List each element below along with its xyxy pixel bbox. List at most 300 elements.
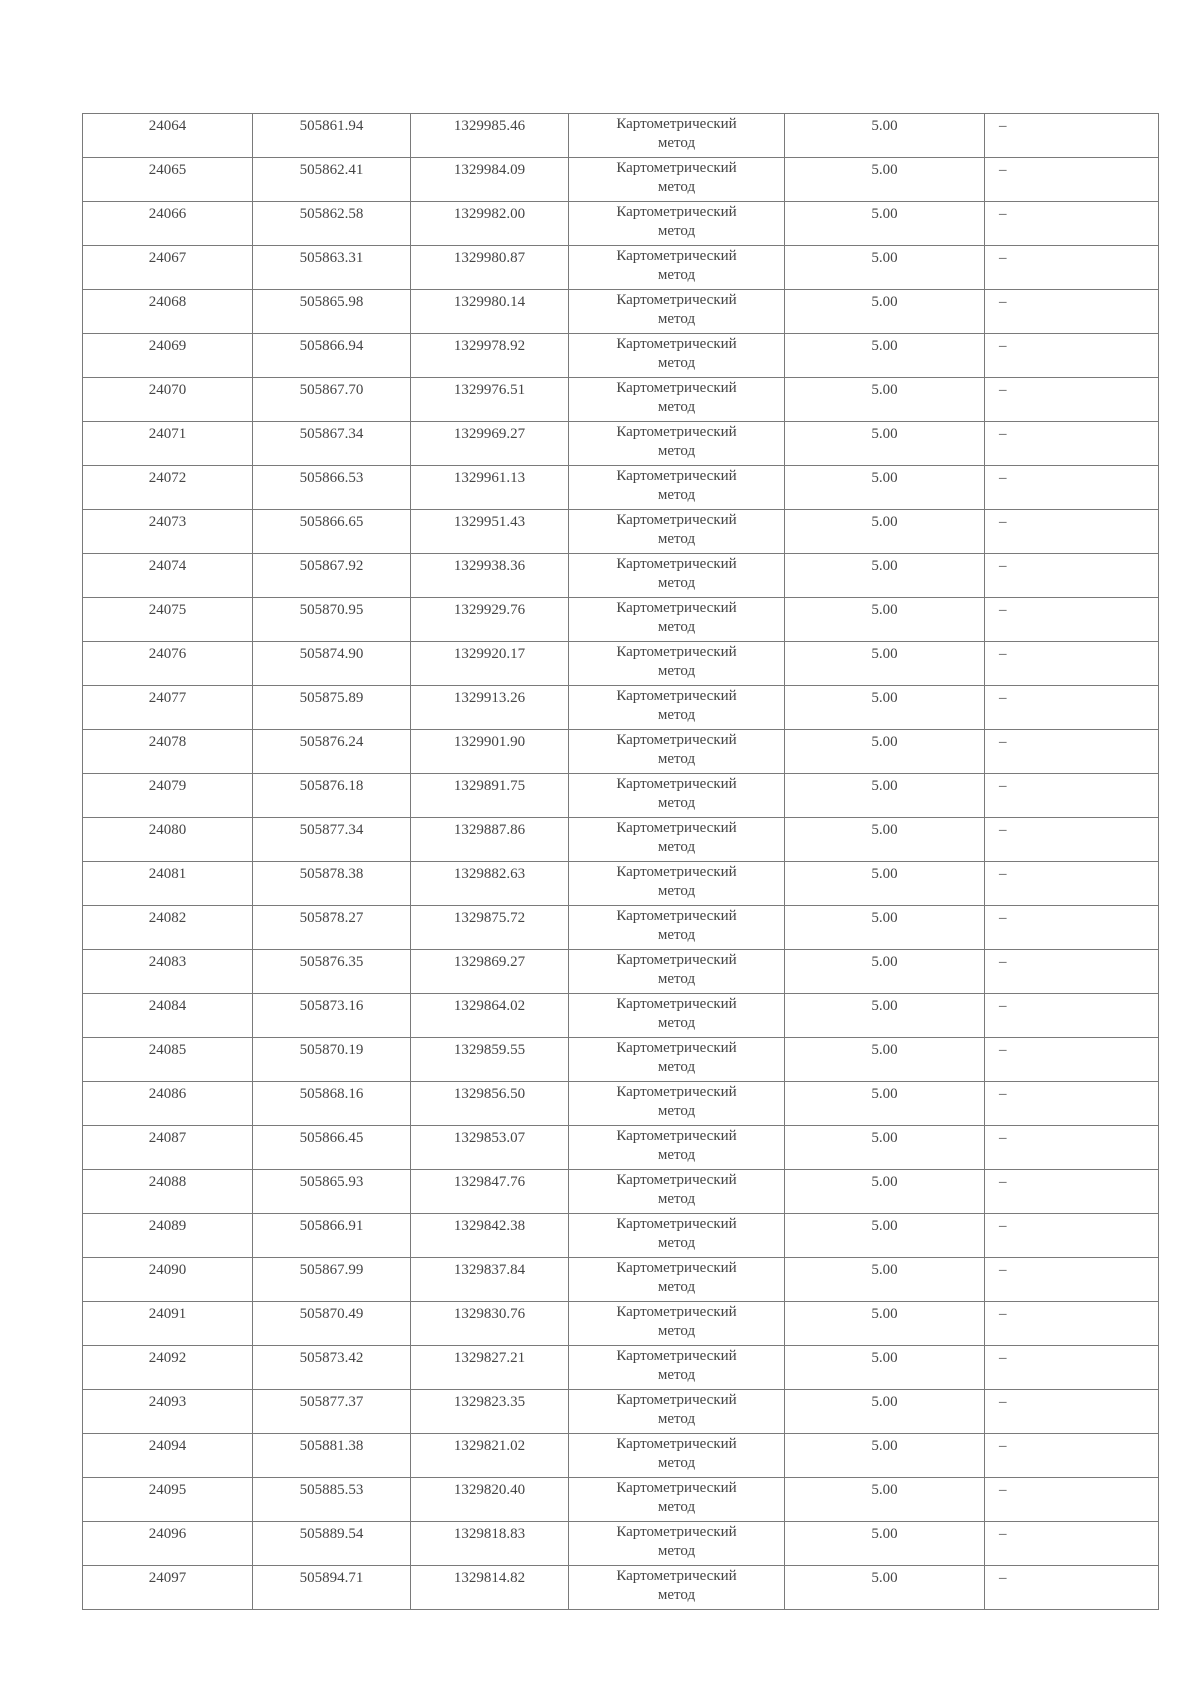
precision-cell: 5.00 — [785, 994, 985, 1038]
table-row — [83, 642, 1159, 686]
note-cell: – — [985, 290, 1159, 334]
note-cell: – — [985, 906, 1159, 950]
note-cell: – — [985, 1214, 1159, 1258]
precision-cell: 5.00 — [785, 1214, 985, 1258]
table-row — [83, 1390, 1159, 1434]
table-row — [83, 1434, 1159, 1478]
x-coordinate-cell: 505866.94 — [253, 334, 411, 378]
table-row — [83, 246, 1159, 290]
method-cell — [569, 598, 785, 642]
precision-cell: 5.00 — [785, 378, 985, 422]
point-number-cell: 24067 — [83, 246, 253, 290]
method-line-2: метод — [657, 751, 696, 767]
method-cell — [569, 774, 785, 818]
x-coordinate-cell: 505876.18 — [253, 774, 411, 818]
note-cell: – — [985, 1038, 1159, 1082]
point-number-cell: 24077 — [83, 686, 253, 730]
method-line-1: Картометрический — [616, 468, 737, 484]
table-row — [83, 1302, 1159, 1346]
y-coordinate-cell: 1329814.82 — [411, 1566, 569, 1610]
table-row — [83, 290, 1159, 334]
note-cell: – — [985, 378, 1159, 422]
method-line-2: метод — [657, 267, 696, 283]
method-line-2: метод — [657, 1455, 696, 1471]
note-cell: – — [985, 686, 1159, 730]
note-cell: – — [985, 862, 1159, 906]
note-cell: – — [985, 774, 1159, 818]
x-coordinate-cell: 505866.65 — [253, 510, 411, 554]
method-cell — [569, 290, 785, 334]
y-coordinate-cell: 1329891.75 — [411, 774, 569, 818]
point-number-cell: 24097 — [83, 1566, 253, 1610]
note-cell: – — [985, 1082, 1159, 1126]
y-coordinate-cell: 1329929.76 — [411, 598, 569, 642]
method-cell — [569, 1170, 785, 1214]
y-coordinate-cell: 1329980.87 — [411, 246, 569, 290]
method-line-1: Картометрический — [616, 1392, 737, 1408]
table-row — [83, 422, 1159, 466]
method-line-1: Картометрический — [616, 556, 737, 572]
method-line-1: Картометрический — [616, 512, 737, 528]
precision-cell: 5.00 — [785, 1258, 985, 1302]
method-cell — [569, 1038, 785, 1082]
method-line-1: Картометрический — [616, 1084, 737, 1100]
y-coordinate-cell: 1329951.43 — [411, 510, 569, 554]
note-cell: – — [985, 510, 1159, 554]
note-cell: – — [985, 598, 1159, 642]
table-row — [83, 1038, 1159, 1082]
x-coordinate-cell: 505873.16 — [253, 994, 411, 1038]
y-coordinate-cell: 1329830.76 — [411, 1302, 569, 1346]
method-line-1: Картометрический — [616, 1260, 737, 1276]
note-cell: – — [985, 1302, 1159, 1346]
precision-cell: 5.00 — [785, 554, 985, 598]
precision-cell: 5.00 — [785, 510, 985, 554]
note-cell: – — [985, 994, 1159, 1038]
precision-cell: 5.00 — [785, 1082, 985, 1126]
table-row — [83, 818, 1159, 862]
method-line-1: Картометрический — [616, 1436, 737, 1452]
method-cell — [569, 1302, 785, 1346]
method-line-2: метод — [657, 135, 696, 151]
note-cell: – — [985, 642, 1159, 686]
y-coordinate-cell: 1329869.27 — [411, 950, 569, 994]
method-cell — [569, 202, 785, 246]
precision-cell: 5.00 — [785, 114, 985, 158]
method-line-1: Картометрический — [616, 380, 737, 396]
method-line-1: Картометрический — [616, 1172, 737, 1188]
method-line-2: метод — [657, 1015, 696, 1031]
method-cell — [569, 510, 785, 554]
table-row — [83, 114, 1159, 158]
x-coordinate-cell: 505870.95 — [253, 598, 411, 642]
method-line-1: Картометрический — [616, 248, 737, 264]
table-row — [83, 1082, 1159, 1126]
method-line-1: Картометрический — [616, 864, 737, 880]
table-row — [83, 1170, 1159, 1214]
point-number-cell: 24065 — [83, 158, 253, 202]
x-coordinate-cell: 505861.94 — [253, 114, 411, 158]
x-coordinate-cell: 505877.34 — [253, 818, 411, 862]
point-number-cell: 24089 — [83, 1214, 253, 1258]
coordinates-table-body — [83, 114, 1159, 1610]
note-cell: – — [985, 1258, 1159, 1302]
point-number-cell: 24087 — [83, 1126, 253, 1170]
point-number-cell: 24078 — [83, 730, 253, 774]
point-number-cell: 24069 — [83, 334, 253, 378]
y-coordinate-cell: 1329875.72 — [411, 906, 569, 950]
method-cell — [569, 730, 785, 774]
coordinates-table — [82, 113, 1159, 1610]
method-cell — [569, 906, 785, 950]
precision-cell: 5.00 — [785, 334, 985, 378]
table-row — [83, 1478, 1159, 1522]
method-line-1: Картометрический — [616, 424, 737, 440]
method-cell — [569, 862, 785, 906]
precision-cell: 5.00 — [785, 730, 985, 774]
method-line-2: метод — [657, 487, 696, 503]
point-number-cell: 24086 — [83, 1082, 253, 1126]
precision-cell: 5.00 — [785, 422, 985, 466]
method-cell — [569, 158, 785, 202]
point-number-cell: 24094 — [83, 1434, 253, 1478]
method-line-1: Картометрический — [616, 688, 737, 704]
precision-cell: 5.00 — [785, 598, 985, 642]
method-line-1: Картометрический — [616, 204, 737, 220]
precision-cell: 5.00 — [785, 1302, 985, 1346]
method-line-2: метод — [657, 663, 696, 679]
y-coordinate-cell: 1329984.09 — [411, 158, 569, 202]
method-line-1: Картометрический — [616, 1524, 737, 1540]
table-row — [83, 730, 1159, 774]
point-number-cell: 24092 — [83, 1346, 253, 1390]
note-cell: – — [985, 1126, 1159, 1170]
note-cell: – — [985, 114, 1159, 158]
precision-cell: 5.00 — [785, 774, 985, 818]
method-line-2: метод — [657, 1499, 696, 1515]
precision-cell: 5.00 — [785, 158, 985, 202]
x-coordinate-cell: 505867.70 — [253, 378, 411, 422]
x-coordinate-cell: 505894.71 — [253, 1566, 411, 1610]
x-coordinate-cell: 505867.34 — [253, 422, 411, 466]
point-number-cell: 24074 — [83, 554, 253, 598]
note-cell: – — [985, 1434, 1159, 1478]
y-coordinate-cell: 1329882.63 — [411, 862, 569, 906]
method-line-2: метод — [657, 1587, 696, 1603]
precision-cell: 5.00 — [785, 1170, 985, 1214]
table-row — [83, 1214, 1159, 1258]
note-cell: – — [985, 554, 1159, 598]
method-cell — [569, 422, 785, 466]
y-coordinate-cell: 1329938.36 — [411, 554, 569, 598]
precision-cell: 5.00 — [785, 1038, 985, 1082]
method-line-2: метод — [657, 883, 696, 899]
x-coordinate-cell: 505878.38 — [253, 862, 411, 906]
method-line-2: метод — [657, 1323, 696, 1339]
point-number-cell: 24091 — [83, 1302, 253, 1346]
y-coordinate-cell: 1329864.02 — [411, 994, 569, 1038]
y-coordinate-cell: 1329969.27 — [411, 422, 569, 466]
note-cell: – — [985, 1566, 1159, 1610]
table-row — [83, 686, 1159, 730]
x-coordinate-cell: 505865.98 — [253, 290, 411, 334]
method-line-1: Картометрический — [616, 644, 737, 660]
method-line-1: Картометрический — [616, 908, 737, 924]
note-cell: – — [985, 1170, 1159, 1214]
table-row — [83, 598, 1159, 642]
method-line-2: метод — [657, 311, 696, 327]
x-coordinate-cell: 505876.24 — [253, 730, 411, 774]
method-line-2: метод — [657, 1235, 696, 1251]
table-row — [83, 378, 1159, 422]
method-line-2: метод — [657, 1103, 696, 1119]
method-line-2: метод — [657, 839, 696, 855]
x-coordinate-cell: 505874.90 — [253, 642, 411, 686]
method-cell — [569, 1522, 785, 1566]
method-cell — [569, 994, 785, 1038]
y-coordinate-cell: 1329980.14 — [411, 290, 569, 334]
note-cell: – — [985, 730, 1159, 774]
method-line-1: Картометрический — [616, 1304, 737, 1320]
x-coordinate-cell: 505877.37 — [253, 1390, 411, 1434]
method-line-2: метод — [657, 399, 696, 415]
y-coordinate-cell: 1329913.26 — [411, 686, 569, 730]
method-cell — [569, 466, 785, 510]
method-line-1: Картометрический — [616, 820, 737, 836]
method-line-2: метод — [657, 179, 696, 195]
x-coordinate-cell: 505870.49 — [253, 1302, 411, 1346]
x-coordinate-cell: 505881.38 — [253, 1434, 411, 1478]
note-cell: – — [985, 466, 1159, 510]
point-number-cell: 24068 — [83, 290, 253, 334]
y-coordinate-cell: 1329859.55 — [411, 1038, 569, 1082]
method-line-1: Картометрический — [616, 1216, 737, 1232]
point-number-cell: 24073 — [83, 510, 253, 554]
method-cell — [569, 1434, 785, 1478]
x-coordinate-cell: 505865.93 — [253, 1170, 411, 1214]
precision-cell: 5.00 — [785, 1346, 985, 1390]
x-coordinate-cell: 505889.54 — [253, 1522, 411, 1566]
table-row — [83, 1126, 1159, 1170]
method-line-1: Картометрический — [616, 160, 737, 176]
precision-cell: 5.00 — [785, 1478, 985, 1522]
method-line-2: метод — [657, 575, 696, 591]
precision-cell: 5.00 — [785, 1522, 985, 1566]
method-line-1: Картометрический — [616, 292, 737, 308]
point-number-cell: 24064 — [83, 114, 253, 158]
method-line-1: Картометрический — [616, 732, 737, 748]
method-line-2: метод — [657, 707, 696, 723]
method-line-2: метод — [657, 1191, 696, 1207]
method-cell — [569, 686, 785, 730]
y-coordinate-cell: 1329887.86 — [411, 818, 569, 862]
note-cell: – — [985, 158, 1159, 202]
method-line-2: метод — [657, 443, 696, 459]
precision-cell: 5.00 — [785, 246, 985, 290]
y-coordinate-cell: 1329827.21 — [411, 1346, 569, 1390]
method-line-2: метод — [657, 531, 696, 547]
method-line-1: Картометрический — [616, 1568, 737, 1584]
y-coordinate-cell: 1329820.40 — [411, 1478, 569, 1522]
precision-cell: 5.00 — [785, 862, 985, 906]
note-cell: – — [985, 950, 1159, 994]
x-coordinate-cell: 505866.53 — [253, 466, 411, 510]
table-row — [83, 466, 1159, 510]
method-cell — [569, 378, 785, 422]
method-line-1: Картометрический — [616, 952, 737, 968]
table-row — [83, 774, 1159, 818]
point-number-cell: 24070 — [83, 378, 253, 422]
precision-cell: 5.00 — [785, 686, 985, 730]
method-cell — [569, 950, 785, 994]
note-cell: – — [985, 334, 1159, 378]
method-line-1: Картометрический — [616, 1128, 737, 1144]
note-cell: – — [985, 818, 1159, 862]
method-line-2: метод — [657, 1279, 696, 1295]
precision-cell: 5.00 — [785, 906, 985, 950]
point-number-cell: 24085 — [83, 1038, 253, 1082]
method-line-2: метод — [657, 1543, 696, 1559]
y-coordinate-cell: 1329985.46 — [411, 114, 569, 158]
method-line-2: метод — [657, 971, 696, 987]
method-line-2: метод — [657, 1411, 696, 1427]
method-line-1: Картометрический — [616, 776, 737, 792]
precision-cell: 5.00 — [785, 202, 985, 246]
method-line-1: Картометрический — [616, 996, 737, 1012]
point-number-cell: 24075 — [83, 598, 253, 642]
method-line-1: Картометрический — [616, 116, 737, 132]
point-number-cell: 24095 — [83, 1478, 253, 1522]
y-coordinate-cell: 1329920.17 — [411, 642, 569, 686]
table-row — [83, 202, 1159, 246]
method-cell — [569, 1214, 785, 1258]
precision-cell: 5.00 — [785, 818, 985, 862]
method-line-1: Картометрический — [616, 1480, 737, 1496]
point-number-cell: 24093 — [83, 1390, 253, 1434]
x-coordinate-cell: 505875.89 — [253, 686, 411, 730]
table-row — [83, 1258, 1159, 1302]
point-number-cell: 24080 — [83, 818, 253, 862]
point-number-cell: 24072 — [83, 466, 253, 510]
point-number-cell: 24079 — [83, 774, 253, 818]
precision-cell: 5.00 — [785, 1566, 985, 1610]
y-coordinate-cell: 1329842.38 — [411, 1214, 569, 1258]
method-line-1: Картометрический — [616, 600, 737, 616]
method-cell — [569, 554, 785, 598]
precision-cell: 5.00 — [785, 1434, 985, 1478]
y-coordinate-cell: 1329978.92 — [411, 334, 569, 378]
method-line-2: метод — [657, 927, 696, 943]
method-line-1: Картометрический — [616, 336, 737, 352]
note-cell: – — [985, 1390, 1159, 1434]
y-coordinate-cell: 1329823.35 — [411, 1390, 569, 1434]
table-row — [83, 158, 1159, 202]
point-number-cell: 24084 — [83, 994, 253, 1038]
x-coordinate-cell: 505885.53 — [253, 1478, 411, 1522]
note-cell: – — [985, 202, 1159, 246]
point-number-cell: 24071 — [83, 422, 253, 466]
method-cell — [569, 114, 785, 158]
method-line-2: метод — [657, 1059, 696, 1075]
method-cell — [569, 1566, 785, 1610]
note-cell: – — [985, 1478, 1159, 1522]
y-coordinate-cell: 1329856.50 — [411, 1082, 569, 1126]
y-coordinate-cell: 1329901.90 — [411, 730, 569, 774]
x-coordinate-cell: 505873.42 — [253, 1346, 411, 1390]
method-cell — [569, 1082, 785, 1126]
method-line-2: метод — [657, 355, 696, 371]
method-line-2: метод — [657, 1367, 696, 1383]
table-row — [83, 554, 1159, 598]
point-number-cell: 24082 — [83, 906, 253, 950]
method-cell — [569, 334, 785, 378]
point-number-cell: 24096 — [83, 1522, 253, 1566]
y-coordinate-cell: 1329818.83 — [411, 1522, 569, 1566]
method-line-1: Картометрический — [616, 1040, 737, 1056]
x-coordinate-cell: 505868.16 — [253, 1082, 411, 1126]
note-cell: – — [985, 246, 1159, 290]
method-cell — [569, 1346, 785, 1390]
table-row — [83, 906, 1159, 950]
method-cell — [569, 1126, 785, 1170]
method-line-2: метод — [657, 795, 696, 811]
precision-cell: 5.00 — [785, 950, 985, 994]
precision-cell: 5.00 — [785, 466, 985, 510]
table-row — [83, 994, 1159, 1038]
precision-cell: 5.00 — [785, 642, 985, 686]
table-row — [83, 334, 1159, 378]
x-coordinate-cell: 505878.27 — [253, 906, 411, 950]
table-row — [83, 862, 1159, 906]
method-cell — [569, 818, 785, 862]
point-number-cell: 24066 — [83, 202, 253, 246]
method-cell — [569, 246, 785, 290]
note-cell: – — [985, 1522, 1159, 1566]
point-number-cell: 24076 — [83, 642, 253, 686]
point-number-cell: 24083 — [83, 950, 253, 994]
x-coordinate-cell: 505862.41 — [253, 158, 411, 202]
precision-cell: 5.00 — [785, 1126, 985, 1170]
method-cell — [569, 1478, 785, 1522]
x-coordinate-cell: 505866.91 — [253, 1214, 411, 1258]
x-coordinate-cell: 505866.45 — [253, 1126, 411, 1170]
y-coordinate-cell: 1329847.76 — [411, 1170, 569, 1214]
table-row — [83, 1522, 1159, 1566]
x-coordinate-cell: 505863.31 — [253, 246, 411, 290]
method-cell — [569, 642, 785, 686]
point-number-cell: 24081 — [83, 862, 253, 906]
point-number-cell: 24090 — [83, 1258, 253, 1302]
note-cell: – — [985, 422, 1159, 466]
y-coordinate-cell: 1329982.00 — [411, 202, 569, 246]
method-line-2: метод — [657, 1147, 696, 1163]
table-row — [83, 950, 1159, 994]
method-cell — [569, 1390, 785, 1434]
precision-cell: 5.00 — [785, 1390, 985, 1434]
x-coordinate-cell: 505870.19 — [253, 1038, 411, 1082]
y-coordinate-cell: 1329961.13 — [411, 466, 569, 510]
method-line-2: метод — [657, 619, 696, 635]
table-row — [83, 510, 1159, 554]
method-cell — [569, 1258, 785, 1302]
y-coordinate-cell: 1329837.84 — [411, 1258, 569, 1302]
method-line-1: Картометрический — [616, 1348, 737, 1364]
point-number-cell: 24088 — [83, 1170, 253, 1214]
x-coordinate-cell: 505862.58 — [253, 202, 411, 246]
precision-cell: 5.00 — [785, 290, 985, 334]
y-coordinate-cell: 1329853.07 — [411, 1126, 569, 1170]
x-coordinate-cell: 505867.99 — [253, 1258, 411, 1302]
